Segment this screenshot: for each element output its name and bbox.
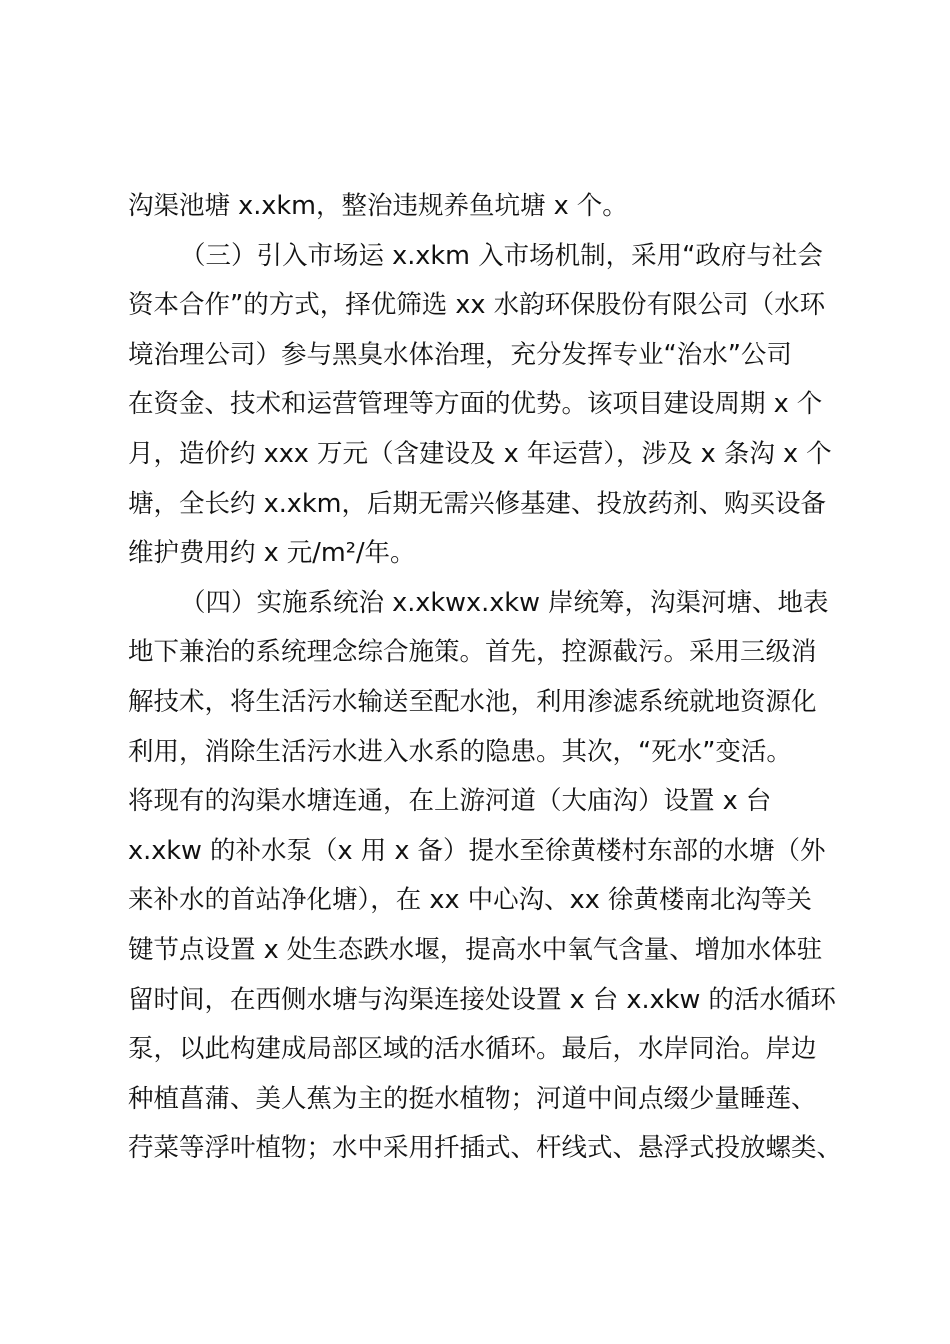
paragraph-continuation	[128, 182, 834, 232]
text-line: 来补水的首站净化塘），在 xx 中心沟、xx 徐黄楼南北沟等关	[128, 885, 812, 916]
text-line: 荇菜等浮叶植物；水中采用扦插式、杆线式、悬浮式投放螺类、	[128, 1133, 843, 1164]
text-line: 月，造价约 xxx 万元（含建设及 x 年运营），涉及 x 条沟 x 个	[128, 438, 832, 469]
text-line: 资本合作”的方式，择优筛选 xx 水韵环保股份有限公司（水环	[128, 290, 826, 321]
paragraph-systematic-governance	[128, 579, 843, 1174]
text-line: （三）引入市场运 x.xkm 入市场机制，采用“政府与社会	[180, 240, 823, 271]
text-line: 塘，全长约 x.xkm，后期无需兴修基建、投放药剂、购买设备	[128, 488, 827, 519]
text-line: 沟渠池塘 x.xkm，整治违规养鱼坑塘 x 个。	[128, 191, 628, 221]
text-line: 留时间，在西侧水塘与沟渠连接处设置 x 台 x.xkw 的活水循环	[128, 984, 836, 1015]
text-line: 泵，以此构建成局部区域的活水循环。最后，水岸同治。岸边	[128, 1034, 817, 1065]
text-line: 地下兼治的系统理念综合施策。首先，控源截污。采用三级消	[128, 637, 817, 668]
paragraph-market-mechanism	[128, 232, 834, 579]
body-text	[128, 182, 843, 1174]
text-line: 键节点设置 x 处生态跌水堰，提高水中氧气含量、增加水体驻	[128, 934, 823, 965]
text-line: 维护费用约 x 元/m²/年。	[128, 538, 416, 569]
text-line: 境治理公司）参与黑臭水体治理，充分发挥专业“治水”公司	[128, 339, 792, 370]
text-line: 在资金、技术和运营管理等方面的优势。该项目建设周期 x 个	[128, 389, 823, 420]
text-line: 将现有的沟渠水塘连通，在上游河道（大庙沟）设置 x 台	[128, 786, 772, 817]
text-line: 种植菖蒲、美人蕉为主的挺水植物；河道中间点缀少量睡莲、	[128, 1083, 817, 1114]
text-line: （四）实施系统治 x.xkwx.xkw 岸统筹，沟渠河塘、地表	[180, 587, 829, 618]
text-line: 解技术，将生活污水输送至配水池，利用渗滤系统就地资源化	[128, 686, 817, 717]
text-line: x.xkw 的补水泵（x 用 x 备）提水至徐黄楼村东部的水塘（外	[128, 835, 826, 866]
text-line: 利用，消除生活污水进入水系的隐患。其次，“死水”变活。	[128, 736, 792, 767]
